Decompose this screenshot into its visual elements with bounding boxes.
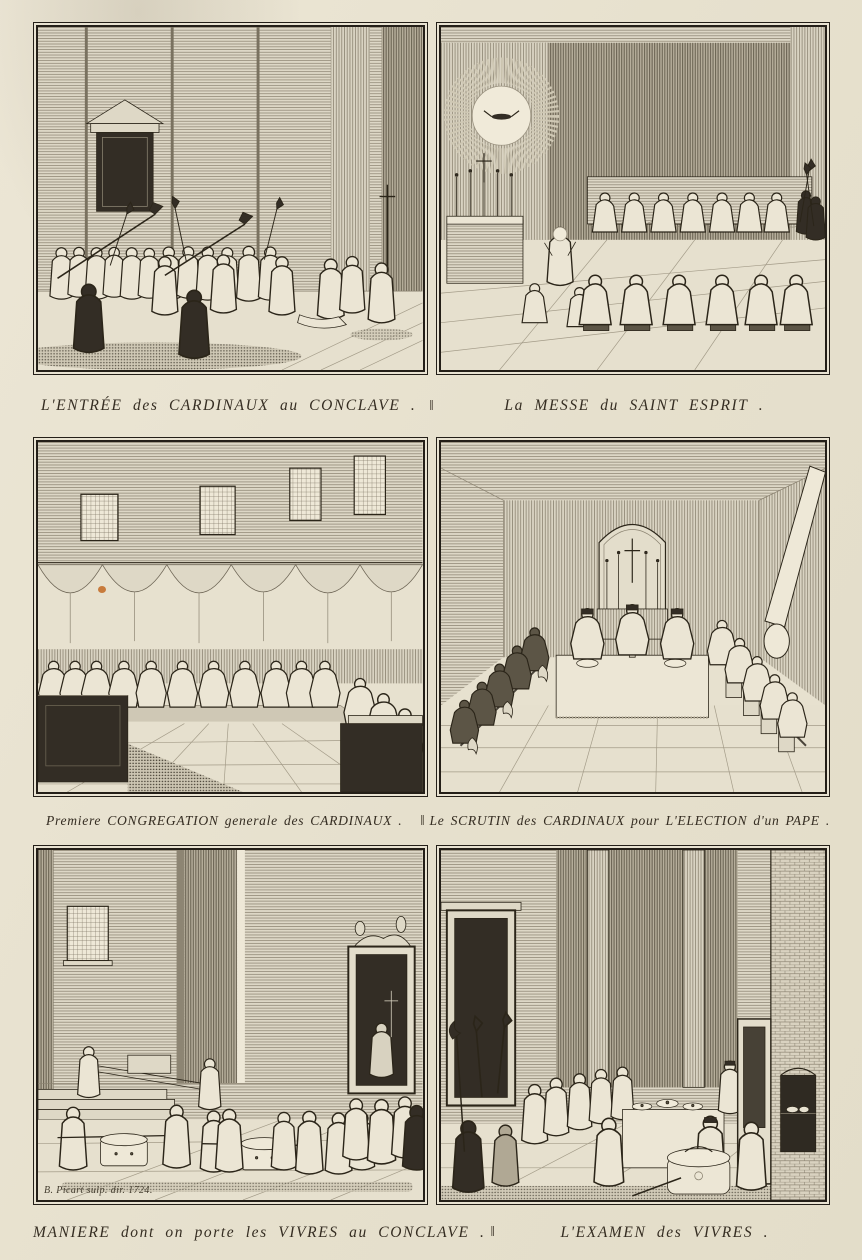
plate-row-2 [33, 437, 830, 797]
congregation-engraving [38, 442, 423, 792]
panel-messe-saint-esprit [436, 22, 831, 375]
presiding-cardinals [570, 605, 693, 659]
panel-caption-scrutin: Le SCRUTIN des CARDINAUX pour L'ELECTION d'un PAPE . [429, 813, 830, 829]
panel-entree-cardinaux [33, 22, 428, 375]
panel-vivres-portage [33, 845, 428, 1205]
scrutin-engraving [441, 442, 826, 792]
ornate-doorway [348, 916, 414, 1093]
caption-band-1 [33, 375, 830, 437]
barred-window [63, 906, 112, 965]
caption-band-3 [33, 1205, 830, 1260]
messe-engraving [441, 27, 826, 370]
vivres-engraving [38, 850, 423, 1200]
panel-caption-vivres: MANIERE dont on porte les VIVRES au CONCLAVE . [33, 1223, 486, 1241]
panel-congregation [33, 437, 428, 797]
bench-right [341, 716, 423, 792]
engraver-signature: B. Picart sulp. dir. 1724. [44, 1185, 153, 1196]
examen-engraving [441, 850, 826, 1200]
caption-divider: ‖ [429, 397, 434, 414]
dark-bench-left [38, 695, 128, 781]
crowd-at-door [343, 1097, 423, 1170]
panel-caption-entree: L'ENTRÉE des CARDINAUX au CONCLAVE . [41, 397, 417, 415]
panel-caption-messe: La MESSE du SAINT ESPRIT . [504, 397, 765, 415]
ceiling [441, 442, 826, 500]
steps [38, 1089, 182, 1119]
entree-engraving [38, 27, 423, 370]
drapery-swags [38, 565, 423, 643]
panel-caption-examen: L'EXAMEN des VIVRES . [560, 1223, 770, 1241]
caption-divider: ‖ [490, 1224, 495, 1240]
pilaster [683, 850, 704, 1087]
panel-caption-congregation: Premiere CONGREGATION generale des CARDINAUX . [46, 813, 403, 829]
plate-row-1 [33, 22, 830, 375]
panel-examen-vivres [436, 845, 831, 1205]
left-wall [441, 468, 503, 705]
caption-band-2 [33, 797, 830, 845]
foxing-spot [98, 586, 106, 593]
pedimented-door [87, 100, 163, 211]
great-pilaster [177, 850, 245, 1083]
plate-row-3 [33, 845, 830, 1205]
panel-scrutin [436, 437, 831, 797]
caption-divider: ‖ [420, 812, 425, 829]
pilaster [587, 850, 608, 1087]
left-doorway [441, 902, 521, 1105]
